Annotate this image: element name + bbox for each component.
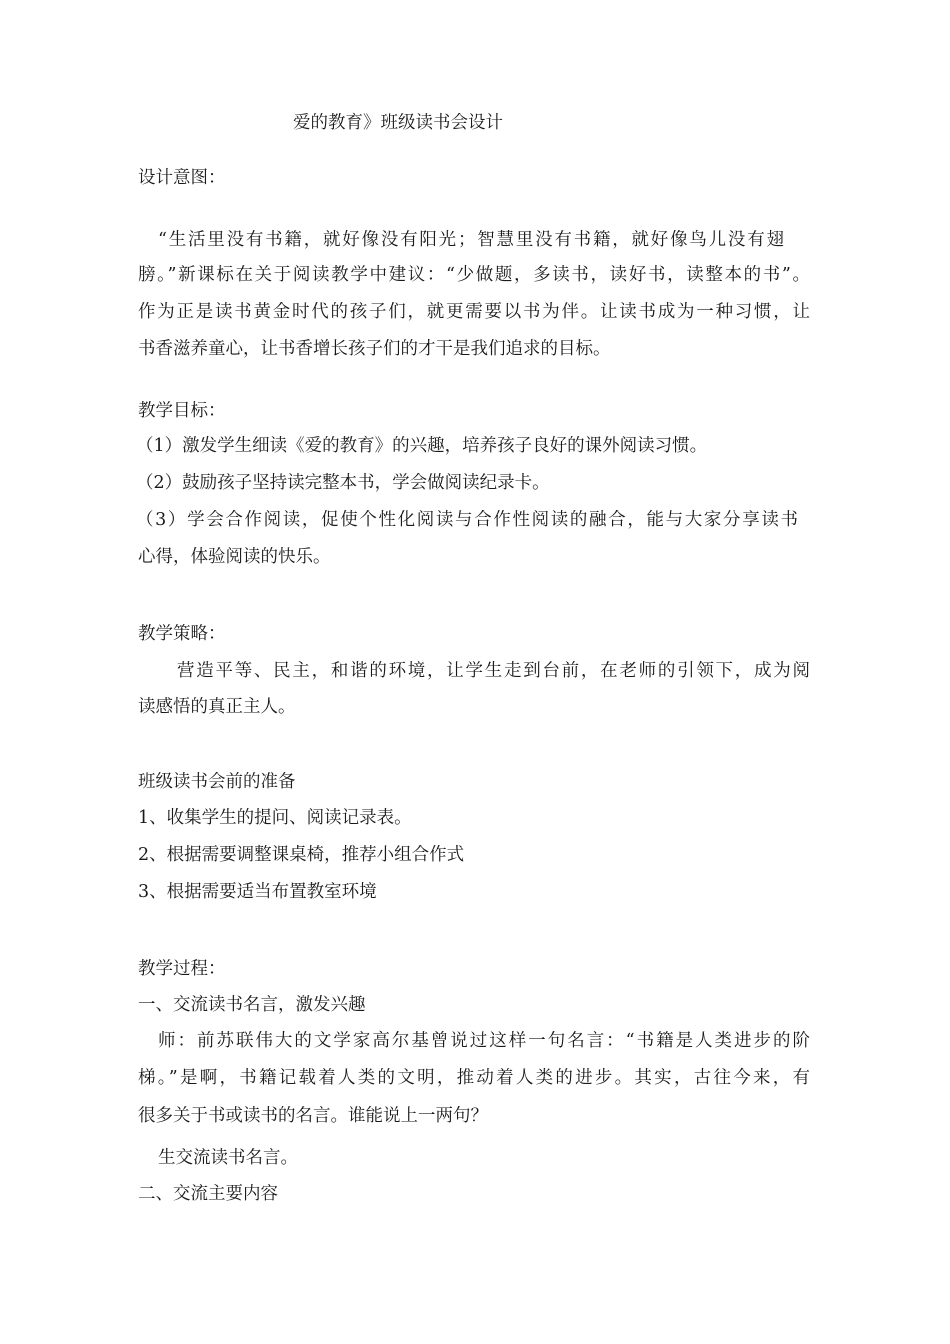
teaching-strategy-line-2: 读感悟的真正主人。 — [138, 697, 296, 717]
preparation-item-3: 3、根据需要适当布置教室环境 — [138, 882, 377, 902]
teacher-line-1: 师：前苏联伟大的文学家高尔基曾说过这样一句名言：“书籍是人类进步的阶 — [158, 1031, 810, 1051]
teaching-goal-3-cont: 心得，体验阅读的快乐。 — [138, 547, 331, 567]
process-step-2: 二、交流主要内容 — [138, 1184, 278, 1204]
preparation-item-1: 1、收集学生的提问、阅读记录表。 — [138, 808, 412, 828]
teaching-strategy-heading: 教学策略： — [138, 624, 226, 644]
teaching-goal-1: （1）激发学生细读《爱的教育》的兴趣，培养孩子良好的课外阅读习惯。 — [136, 436, 708, 456]
design-intent-line-1: “生活里没有书籍，就好像没有阳光；智慧里没有书籍，就好像鸟儿没有翅 — [158, 230, 784, 250]
document-title: 爱的教育》班级读书会设计 — [293, 113, 503, 133]
teaching-goal-3: （3）学会合作阅读，促使个性化阅读与合作性阅读的融合，能与大家分享读书 — [136, 510, 798, 530]
teacher-line-2: 梯。”是啊，书籍记载着人类的文明，推动着人类的进步。其实，古往今来，有 — [138, 1068, 810, 1088]
preparation-item-2: 2、根据需要调整课桌椅，推荐小组合作式 — [138, 845, 465, 865]
teacher-line-3: 很多关于书或读书的名言。谁能说上一两句？ — [138, 1106, 488, 1126]
design-intent-heading: 设计意图： — [138, 168, 226, 188]
process-heading: 教学过程： — [138, 959, 226, 979]
design-intent-line-3: 作为正是读书黄金时代的孩子们，就更需要以书为伴。让读书成为一种习惯，让 — [138, 302, 810, 322]
process-step-1: 一、交流读书名言，激发兴趣 — [138, 995, 366, 1015]
teaching-goals-heading: 教学目标： — [138, 401, 226, 421]
teaching-goal-2: （2）鼓励孩子坚持读完整本书，学会做阅读纪录卡。 — [136, 473, 550, 493]
design-intent-line-4: 书香滋养童心，让书香增长孩子们的才干是我们追求的目标。 — [138, 339, 611, 359]
design-intent-line-2: 膀。”新课标在关于阅读教学中建议：“少做题，多读书，读好书，读整本的书”。 — [138, 265, 810, 285]
student-line: 生交流读书名言。 — [158, 1148, 298, 1168]
teaching-strategy-line-1: 营造平等、民主，和谐的环境，让学生走到台前，在老师的引领下，成为阅 — [177, 661, 810, 681]
preparation-heading: 班级读书会前的准备 — [138, 772, 296, 792]
